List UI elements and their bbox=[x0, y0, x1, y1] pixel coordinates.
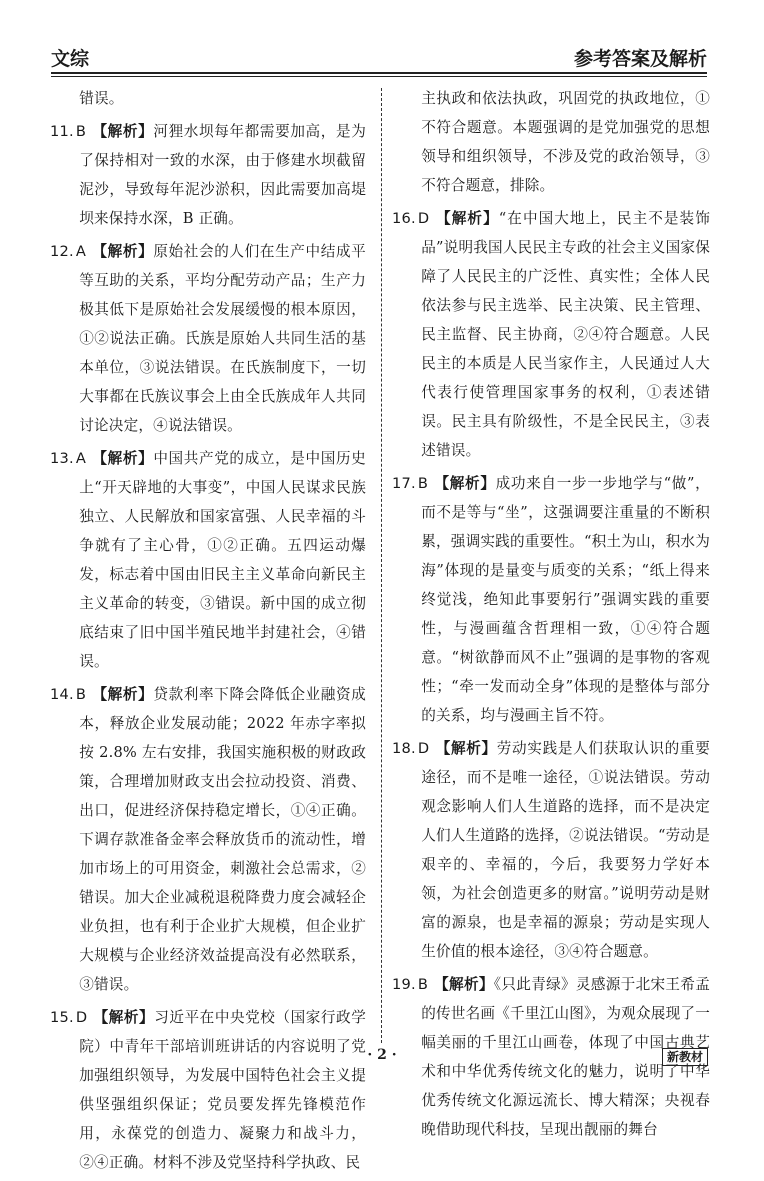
page-header bbox=[51, 44, 707, 72]
analysis-tag: 【解析】 bbox=[92, 450, 154, 467]
answer-letter: B bbox=[75, 123, 87, 140]
question-number: 11. bbox=[50, 123, 74, 140]
explanation-text: 成功来自一步一步地学与“做”，而不是等与“坐”，这强调要注重量的不断积累，强调实践的重要性。“积土为山，积水为海”体现的是量变与质变的关系；“纸上得来终觉浅，绝知此事要躬行”强调实践的重要性，与漫画蕴含哲理相一致，①④符合题意。“树欲静而风不止”强调的是事物的客观性；“牵一发而动全身”体现的是整体与部分的关系，均与漫画主旨不符。 bbox=[421, 475, 710, 724]
answer-item bbox=[392, 734, 710, 966]
answer-item bbox=[392, 469, 710, 730]
answer-item bbox=[392, 204, 710, 465]
answer-letter: B bbox=[417, 475, 429, 492]
question-number: 19. bbox=[392, 976, 416, 993]
explanation-text: 原始社会的人们在生产中结成平等互助的关系，平均分配劳动产品；生产力极其低下是原始社会发展缓慢的根本原因，①②说法正确。氏族是原始人共同生活的基本单位，③说法错误。在氏族制度下，一切大事都在氏族议事会上由全氏族成年人共同讨论决定，④说法错误。 bbox=[79, 243, 366, 434]
column-divider bbox=[381, 88, 382, 1043]
question-number: 15. bbox=[50, 1009, 74, 1026]
header-rule-thick bbox=[51, 72, 707, 74]
section-title: 参考答案及解析 bbox=[573, 48, 707, 70]
answer-item bbox=[50, 117, 366, 233]
right-column bbox=[392, 84, 710, 1148]
explanation-text: 劳动实践是人们获取认识的重要途径，而不是唯一途径，①说法错误。劳动观念影响人们人生道路的选择，而不是决定人们人生道路的选择，②说法错误。“劳动是艰辛的、幸福的，今后，我要努力学好本领，为社会创造更多的财富。”说明劳动是财富的源泉，也是幸福的源泉；劳动是实现人生价值的根本途径，③④符合题意。 bbox=[421, 740, 710, 960]
answer-item bbox=[50, 1003, 366, 1177]
left-column bbox=[50, 84, 366, 1181]
question-number: 14. bbox=[50, 686, 74, 703]
analysis-tag: 【解析】 bbox=[92, 123, 154, 140]
edition-badge: 新教材 bbox=[662, 1048, 708, 1066]
question-number: 16. bbox=[392, 210, 416, 227]
analysis-tag: 【解析】 bbox=[93, 1009, 155, 1026]
page-number: · 2 · bbox=[367, 1047, 397, 1063]
answer-letter: B bbox=[417, 976, 429, 993]
answer-letter: D bbox=[417, 210, 430, 227]
subject-title: 文综 bbox=[51, 48, 90, 70]
analysis-tag: 【解析】 bbox=[434, 976, 494, 993]
explanation-text: 中国共产党的成立，是中国历史上“开天辟地的大事变”，中国人民谋求民族独立、人民解放和国家富强、人民幸福的斗争就有了主心骨，①②正确。五四运动爆发，标志着中国由旧民主主义革命向新民主主义革命的转变，③错误。新中国的成立彻底结束了旧中国半殖民地半封建社会，④错误。 bbox=[79, 450, 366, 670]
continued-text bbox=[50, 84, 366, 113]
explanation-text: 错误。 bbox=[79, 90, 124, 107]
question-number: 18. bbox=[392, 740, 416, 757]
header-rule-thin bbox=[51, 76, 707, 77]
answer-item bbox=[50, 237, 366, 440]
question-number: 17. bbox=[392, 475, 416, 492]
answer-letter: B bbox=[75, 686, 87, 703]
question-number: 13. bbox=[50, 450, 74, 467]
analysis-tag: 【解析】 bbox=[92, 686, 154, 703]
answer-item bbox=[50, 444, 366, 676]
explanation-text: 贷款利率下降会降低企业融资成本，释放企业发展动能；2022 年赤字率拟按 2.8% 左右安排，我国实施积极的财政政策，合理增加财政支出会拉动投资、消费、出口，促进经济保持稳定增长，①④正确。下调存款准备金率会释放货币的流动性，增加市场上的可用资金，刺激社会总需求，②错误。加大企业减税退税降费力度会减轻企业负担，也有利于企业扩大规模，但企业扩大规模与企业经济效益提高没有必然联系，③错误。 bbox=[79, 686, 366, 993]
analysis-tag: 【解析】 bbox=[435, 210, 499, 227]
continued-text bbox=[392, 84, 710, 200]
explanation-text: 主执政和依法执政，巩固党的执政地位，①不符合题意。本题强调的是党加强党的思想领导和组织领导，不涉及党的政治领导，③不符合题意，排除。 bbox=[421, 90, 710, 194]
analysis-tag: 【解析】 bbox=[434, 475, 496, 492]
explanation-text: “在中国大地上，民主不是装饰品”说明我国人民民主专政的社会主义国家保障了人民民主的广泛性、真实性；全体人民依法参与民主选举、民主决策、民主管理、民主监督、民主协商，②④符合题意。人民民主的本质是人民当家作主，人民通过人大代表行使管理国家事务的权利，①表述错误。民主具有阶级性，不是全民民主，③表述错误。 bbox=[421, 210, 710, 459]
answer-letter: A bbox=[75, 243, 86, 260]
explanation-text: 河狸水坝每年都需要加高，是为了保持相对一致的水深，由于修建水坝截留泥沙，导致每年泥沙淤积，因此需要加高堤坝来保持水深，B 正确。 bbox=[79, 123, 366, 227]
answer-letter: D bbox=[75, 1009, 88, 1026]
analysis-tag: 【解析】 bbox=[435, 740, 497, 757]
explanation-text: 习近平在中央党校（国家行政学院）中青年干部培训班讲话的内容说明了党加强组织领导，为发展中国特色社会主义提供坚强组织保证；党员要发挥先锋模范作用，永葆党的创造力、凝聚力和战斗力，②④正确。材料不涉及党坚持科学执政、民 bbox=[79, 1009, 366, 1171]
answer-item bbox=[50, 680, 366, 999]
analysis-tag: 【解析】 bbox=[92, 243, 154, 260]
answer-letter: D bbox=[417, 740, 430, 757]
explanation-text: 《只此青绿》灵感源于北宋王希孟的传世名画《千里江山图》，为观众展现了一幅美丽的千里江山画卷，体现了中国古典艺术和中华优秀传统文化的魅力，说明了中华优秀传统文化源远流长、博大精深；央视春晚借助现代科技，呈现出靓丽的舞台 bbox=[421, 976, 710, 1138]
answer-letter: A bbox=[75, 450, 86, 467]
question-number: 12. bbox=[50, 243, 74, 260]
